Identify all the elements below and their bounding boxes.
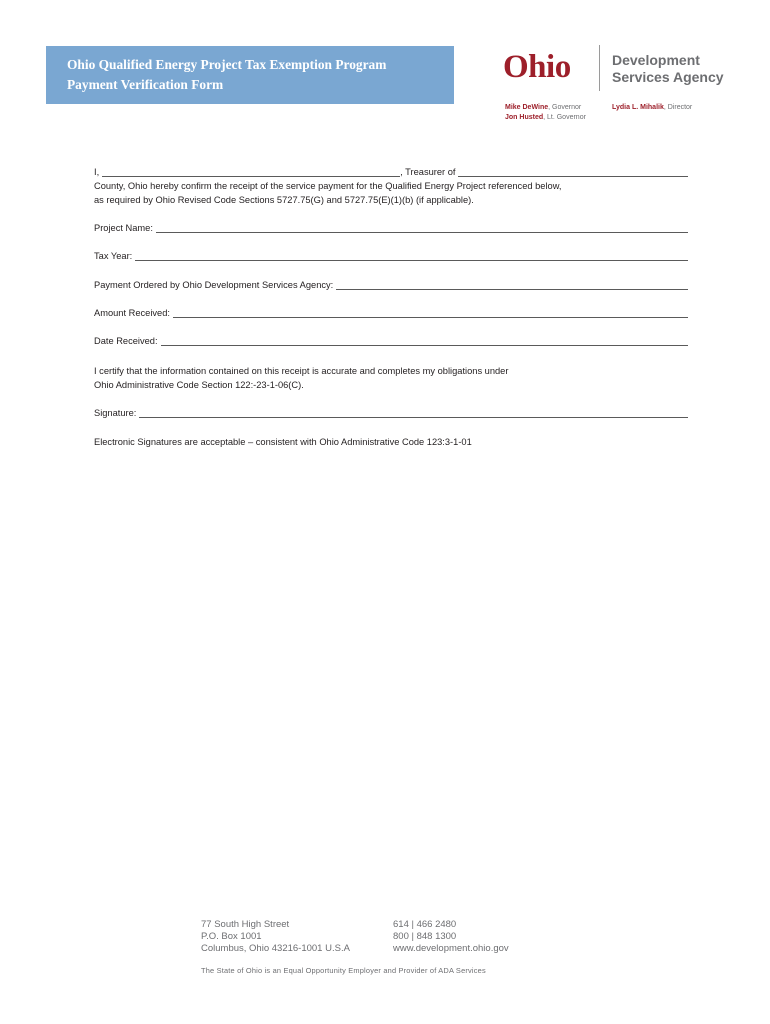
date-received-row <box>94 336 688 346</box>
lt-governor-name: Jon Husted <box>505 114 544 121</box>
governor-name: Mike DeWine <box>505 104 549 111</box>
treasurer-of-label: , Treasurer of <box>400 167 456 177</box>
address-line3: Columbus, Ohio 43216-1001 U.S.A <box>201 943 350 955</box>
tax-year-row <box>94 251 688 261</box>
eoe-statement: The State of Ohio is an Equal Opportunity Employer and Provider of ADA Services <box>201 966 486 975</box>
certify-line1: I certify that the information contained on this receipt is accurate and completes my obligations under <box>94 366 509 376</box>
website-link[interactable]: www.development.ohio.gov <box>393 943 509 955</box>
director-name: Lydia L. Mihalik <box>612 104 664 111</box>
address-line1: 77 South High Street <box>201 919 290 930</box>
esign-note: Electronic Signatures are acceptable – consistent with Ohio Administrative Code 123:3-1-01 <box>94 437 472 447</box>
lt-governor-title: , Lt. Governor <box>543 114 586 121</box>
form-subtitle: Payment Verification Form <box>67 77 224 92</box>
director-title: , Director <box>663 104 693 111</box>
treasurer-name-field[interactable] <box>102 169 400 177</box>
form-title: Ohio Qualified Energy Project Tax Exemption Program <box>67 57 387 72</box>
intro-i-label: I, <box>94 167 100 177</box>
ohio-logo: Ohio <box>503 49 571 85</box>
intro-line2: County, Ohio hereby confirm the receipt of the service payment for the Qualified Energy Project referenced below, <box>94 181 562 191</box>
tax-year-label: Tax Year: <box>94 251 133 261</box>
project-name-label: Project Name: <box>94 223 153 233</box>
certify-line2: Ohio Administrative Code Section 122:-23-1-06(C). <box>94 380 304 390</box>
signature-row <box>94 408 688 418</box>
agency-name-line2: Services Agency <box>612 69 724 85</box>
signature-field[interactable] <box>139 410 688 418</box>
county-field[interactable] <box>458 169 688 177</box>
treasurer-row <box>94 167 688 177</box>
amount-received-label: Amount Received: <box>94 308 170 318</box>
agency-name <box>612 52 724 86</box>
phone1: 614 | 466 2480 <box>393 919 457 930</box>
title-banner <box>46 46 454 104</box>
logo-divider <box>599 45 600 91</box>
footer-address <box>201 919 350 956</box>
agency-name-line1: Development <box>612 52 700 68</box>
tax-year-field[interactable] <box>135 253 688 261</box>
amount-received-row <box>94 308 688 318</box>
amount-received-field[interactable] <box>173 310 688 318</box>
project-name-row <box>94 223 688 233</box>
director-block <box>612 103 692 113</box>
phone2: 800 | 848 1300 <box>393 931 457 943</box>
payment-ordered-field[interactable] <box>336 282 688 290</box>
governor-block <box>505 103 586 123</box>
date-received-label: Date Received: <box>94 336 158 346</box>
signature-label: Signature: <box>94 408 137 418</box>
payment-ordered-label: Payment Ordered by Ohio Development Services Agency: <box>94 280 334 290</box>
address-line2: P.O. Box 1001 <box>201 931 262 943</box>
date-received-field[interactable] <box>161 338 688 346</box>
governor-title: , Governor <box>548 104 582 111</box>
project-name-field[interactable] <box>156 225 688 233</box>
footer-contact <box>393 919 509 956</box>
payment-ordered-row <box>94 280 688 290</box>
intro-line3: as required by Ohio Revised Code Sections 5727.75(G) and 5727.75(E)(1)(b) (if applicable). <box>94 195 474 205</box>
